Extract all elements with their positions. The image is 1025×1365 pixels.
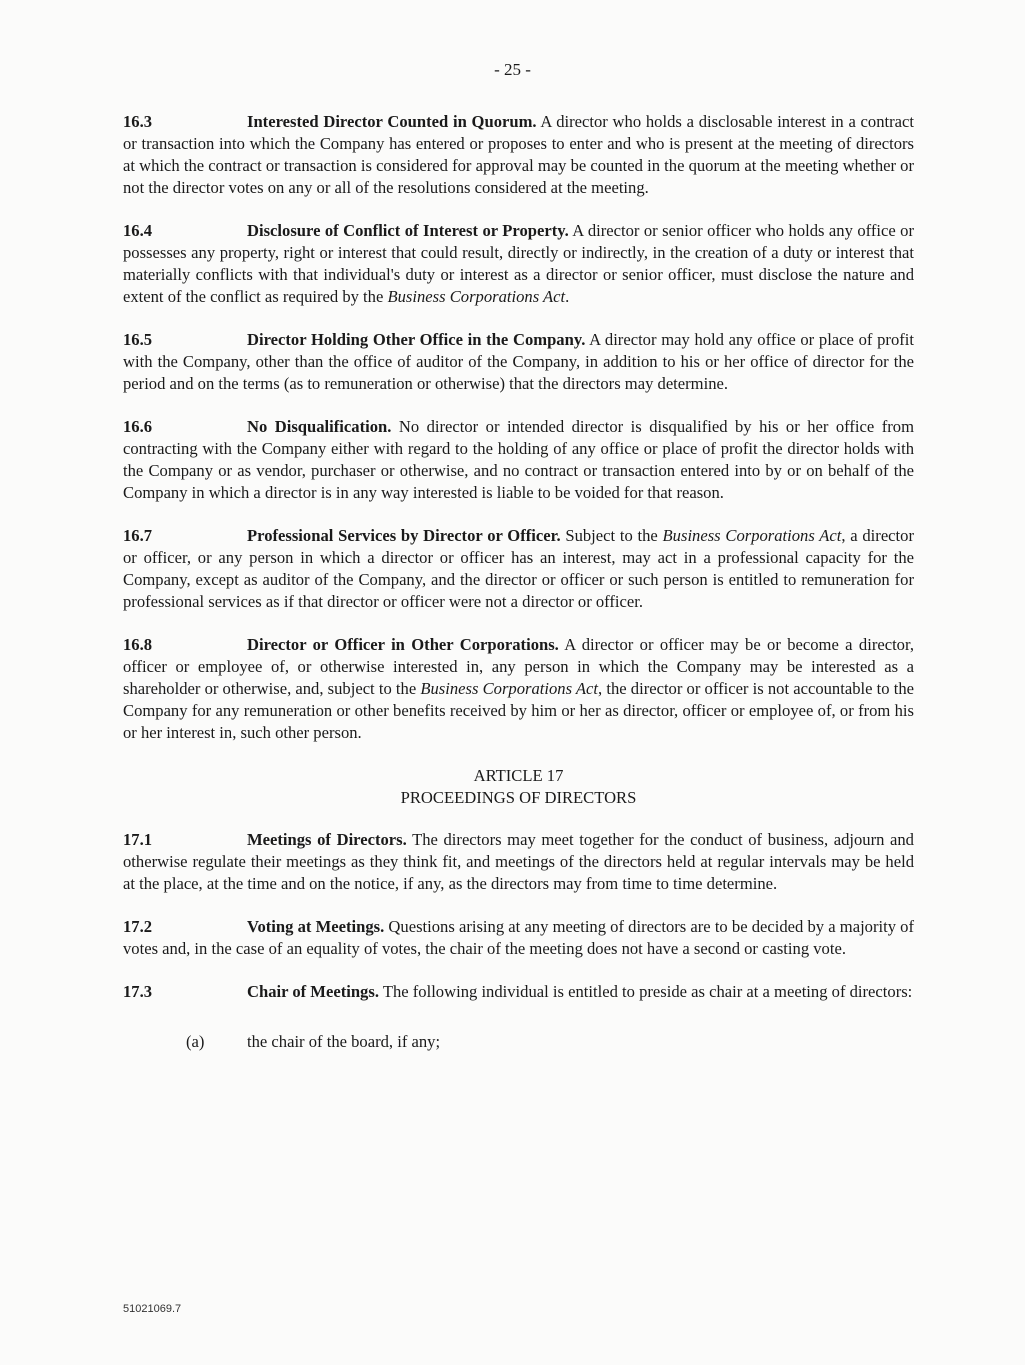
section-number: 17.3 <box>123 982 153 1001</box>
section-number: 17.1 <box>123 830 153 849</box>
section-16-5 <box>123 329 914 395</box>
section-number: 16.3 <box>123 112 153 131</box>
list-item-label: (a) <box>186 1032 205 1051</box>
section-title: Meetings of Directors. <box>247 830 407 849</box>
section-17-1 <box>123 829 914 895</box>
list-item <box>123 1031 914 1053</box>
act-name: Business Corporations Act <box>387 287 566 306</box>
section-title: Disclosure of Conflict of Interest or Property. <box>247 221 569 240</box>
section-16-7 <box>123 525 914 613</box>
document-id: 51021069.7 <box>123 1303 182 1315</box>
section-number: 16.4 <box>123 221 153 240</box>
section-16-8 <box>123 634 914 744</box>
section-17-3 <box>123 981 914 1003</box>
section-title: Director Holding Other Office in the Company. <box>247 330 586 349</box>
section-number: 16.8 <box>123 635 153 654</box>
section-title: Professional Services by Director or Officer. <box>247 526 561 545</box>
section-title: Voting at Meetings. <box>247 917 385 936</box>
section-16-3 <box>123 111 914 199</box>
document-body <box>123 111 914 1053</box>
article-number: ARTICLE 17 <box>473 766 564 785</box>
section-body: , a director or officer, or any person in which a director or officer has an interest, may act in a professional capacity for the Company, except as auditor of the Company, and the director or officer or such person is entitled to remuneration for professional services as if that director or officer were not a director or officer. <box>123 526 914 611</box>
section-16-4 <box>123 220 914 308</box>
section-body: , the director or officer is not accountable to the Company for any remuneration or other benefits received by him or her as director, officer or employee of, or from his or her interest in, such other person. <box>123 679 914 742</box>
article-title: PROCEEDINGS OF DIRECTORS <box>400 788 637 807</box>
section-body: The directors may meet together for the conduct of business, adjourn and otherwise regulate their meetings as they think fit, and meetings of the directors held at regular intervals may be held at the place, at the time and on the notice, if any, as the directors may from time to time determine. <box>123 830 914 893</box>
section-16-6 <box>123 416 914 504</box>
section-tail: . <box>565 287 570 306</box>
section-pre: Subject to the <box>560 526 663 545</box>
section-title: Interested Director Counted in Quorum. <box>247 112 537 131</box>
list-item-text: the chair of the board, if any; <box>247 1032 441 1051</box>
section-body: No director or intended director is disqualified by his or her office from contracting with the Company either with regard to the holding of any office or place of profit the director holds with the Company or as vendor, purchaser or otherwise, and no contract or transaction entered into by or on behalf of the Company in which a director is in any way interested is liable to be voided for that reason. <box>123 417 914 502</box>
section-17-2 <box>123 916 914 960</box>
section-title: Director or Officer in Other Corporations. <box>247 635 559 654</box>
section-pre: A director or officer may be or become a director, officer or employee of, or otherwise interested in, any person in which the Company may be interested as a shareholder or otherwise, and, subject to the <box>123 635 914 698</box>
section-title: No Disqualification. <box>247 417 392 436</box>
section-number: 16.7 <box>123 526 153 545</box>
section-body: A director may hold any office or place of profit with the Company, other than the office of auditor of the Company, in addition to his or her office of director for the period and on the terms (as to remuneration or otherwise) that the directors may determine. <box>123 330 914 393</box>
section-number: 16.5 <box>123 330 153 349</box>
act-name: Business Corporations Act <box>420 679 599 698</box>
section-body: The following individual is entitled to preside as chair at a meeting of directors: <box>378 982 913 1001</box>
section-body: A director who holds a disclosable interest in a contract or transaction into which the Company has entered or proposes to enter and who is present at the meeting of directors at which the contract or transaction is considered for approval may be counted in the quorum at the meeting whether or not the director votes on any or all of the resolutions considered at the meeting. <box>123 112 914 197</box>
section-title: Chair of Meetings. <box>247 982 379 1001</box>
section-body: Questions arising at any meeting of directors are to be decided by a majority of votes and, in the case of an equality of votes, the chair of the meeting does not have a second or casting vote. <box>123 917 915 958</box>
page-number: - 25 - <box>494 60 531 79</box>
section-number: 16.6 <box>123 417 153 436</box>
act-name: Business Corporations Act <box>662 526 842 545</box>
article-heading <box>123 765 914 809</box>
section-number: 17.2 <box>123 917 153 936</box>
section-body: A director or senior officer who holds any office or possesses any property, right or interest that could result, directly or indirectly, in the creation of a duty or interest that materially conflicts with that individual's duty or interest as a director or senior officer, must disclose the nature and extent of the conflict as required by the <box>123 221 914 306</box>
